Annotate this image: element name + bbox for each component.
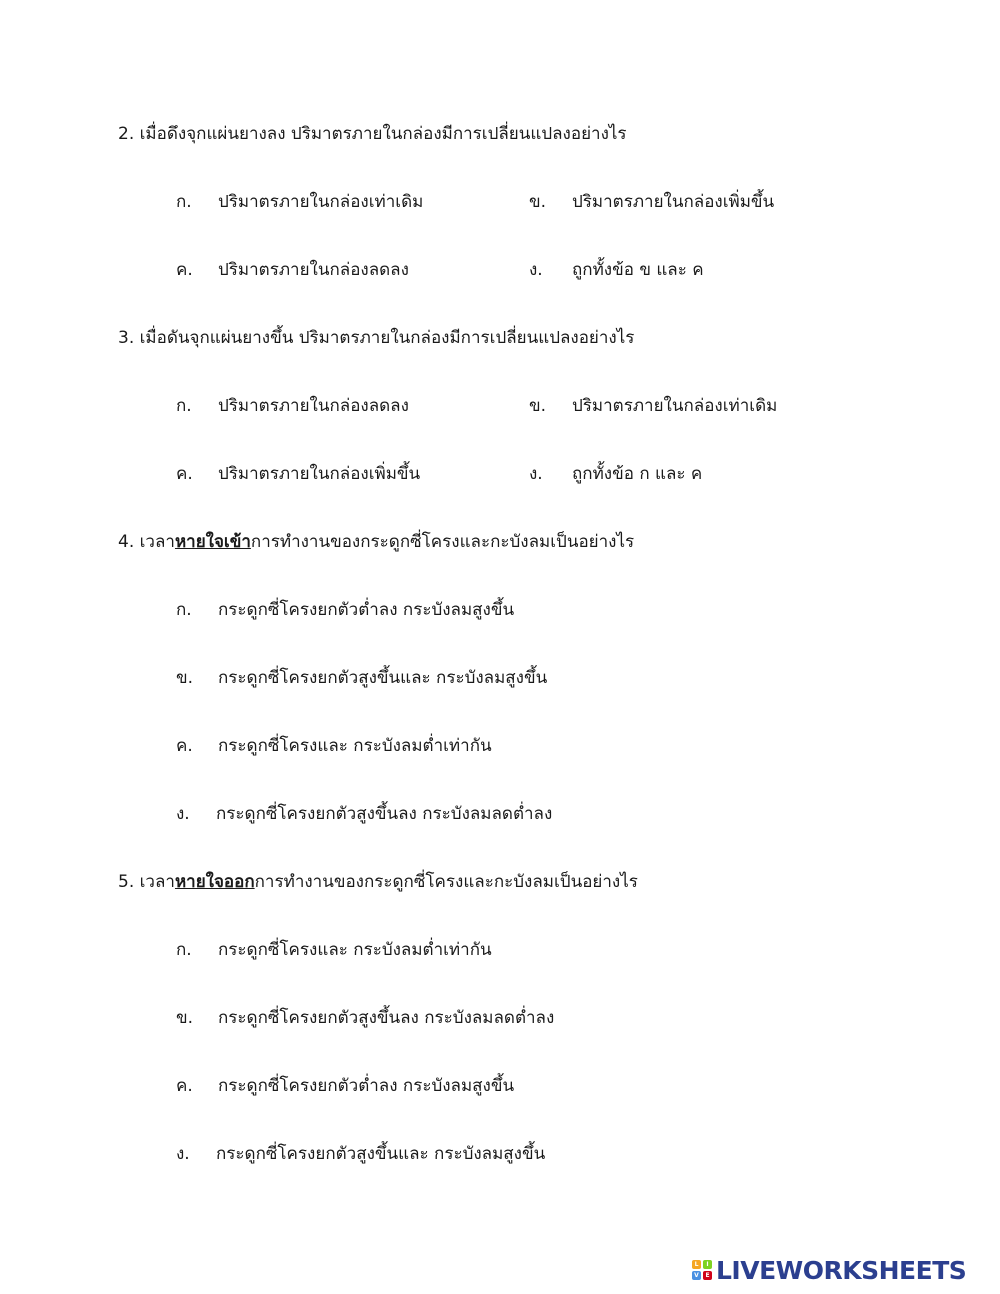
question-3-stem: 3. เมื่อดันจุกแผ่นยางขึ้น ปริมาตรภายในกล่องมีการเปลี่ยนแปลงอย่างไร bbox=[118, 328, 635, 348]
option-marker: ข. bbox=[529, 396, 547, 416]
option-text: กระดูกซี่โครงยกตัวสูงขึ้นและ กระบังลมสูงขึ้น bbox=[218, 668, 548, 688]
option-text: ถูกทั้งข้อ ข และ ค bbox=[572, 260, 704, 280]
option-text: ถูกทั้งข้อ ก และ ค bbox=[572, 464, 703, 484]
option-marker: ค. bbox=[176, 260, 193, 280]
option-text: ปริมาตรภายในกล่องเพิ่มขึ้น bbox=[572, 192, 775, 212]
stem-suffix: การทำงานของกระดูกซี่โครงและกะบังลมเป็นอย่างไร bbox=[254, 872, 638, 892]
option-marker: ง. bbox=[176, 1144, 190, 1164]
option-marker: ง. bbox=[529, 464, 543, 484]
option-text: กระดูกซี่โครงยกตัวต่ำลง กระบังลมสูงขึ้น bbox=[218, 600, 515, 620]
option-marker: ข. bbox=[176, 668, 194, 688]
logo-icon bbox=[692, 1260, 712, 1280]
option-marker: ก. bbox=[176, 396, 192, 416]
stem-suffix: การทำงานของกระดูกซี่โครงและกะบังลมเป็นอย่างไร bbox=[250, 532, 635, 552]
option-text: กระดูกซี่โครงยกตัวสูงขึ้นลง กระบังลมลดต่ำลง bbox=[218, 1008, 555, 1028]
option-marker: ค. bbox=[176, 464, 193, 484]
option-marker: ข. bbox=[529, 192, 547, 212]
logo-cell: V bbox=[692, 1271, 701, 1280]
option-text: ปริมาตรภายในกล่องลดลง bbox=[218, 260, 409, 280]
option-marker: ค. bbox=[176, 736, 193, 756]
option-marker: ค. bbox=[176, 1076, 193, 1096]
option-text: กระดูกซี่โครงและ กระบังลมต่ำเท่ากัน bbox=[218, 736, 492, 756]
question-2-stem: 2. เมื่อดึงจุกแผ่นยางลง ปริมาตรภายในกล่องมีการเปลี่ยนแปลงอย่างไร bbox=[118, 124, 627, 144]
stem-prefix: 5. เวลา bbox=[118, 872, 175, 892]
stem-emphasis: หายใจออก bbox=[174, 872, 255, 892]
option-text: ปริมาตรภายในกล่องลดลง bbox=[218, 396, 409, 416]
question-4-stem bbox=[118, 531, 634, 553]
option-text: กระดูกซี่โครงยกตัวสูงขึ้นลง กระบังลมลดต่ำลง bbox=[216, 804, 553, 824]
liveworksheets-logo bbox=[692, 1256, 988, 1284]
option-text: ปริมาตรภายในกล่องเท่าเดิม bbox=[572, 396, 778, 416]
brand-name: LIVEWORKSHEETS bbox=[716, 1255, 967, 1285]
logo-cell: L bbox=[692, 1260, 701, 1269]
stem-emphasis: หายใจเข้า bbox=[174, 532, 251, 552]
option-text: ปริมาตรภายในกล่องเพิ่มขึ้น bbox=[218, 464, 421, 484]
option-text: ปริมาตรภายในกล่องเท่าเดิม bbox=[218, 192, 424, 212]
stem-prefix: 4. เวลา bbox=[118, 532, 175, 552]
option-marker: ง. bbox=[529, 260, 543, 280]
option-marker: ก. bbox=[176, 192, 192, 212]
option-text: กระดูกซี่โครงและ กระบังลมต่ำเท่ากัน bbox=[218, 940, 492, 960]
option-marker: ง. bbox=[176, 804, 190, 824]
option-text: กระดูกซี่โครงยกตัวสูงขึ้นและ กระบังลมสูงขึ้น bbox=[216, 1144, 546, 1164]
option-marker: ก. bbox=[176, 940, 192, 960]
option-marker: ก. bbox=[176, 600, 192, 620]
option-text: กระดูกซี่โครงยกตัวต่ำลง กระบังลมสูงขึ้น bbox=[218, 1076, 515, 1096]
question-5-stem bbox=[118, 871, 638, 893]
logo-cell: E bbox=[703, 1271, 712, 1280]
logo-cell: I bbox=[703, 1260, 712, 1269]
option-marker: ข. bbox=[176, 1008, 194, 1028]
